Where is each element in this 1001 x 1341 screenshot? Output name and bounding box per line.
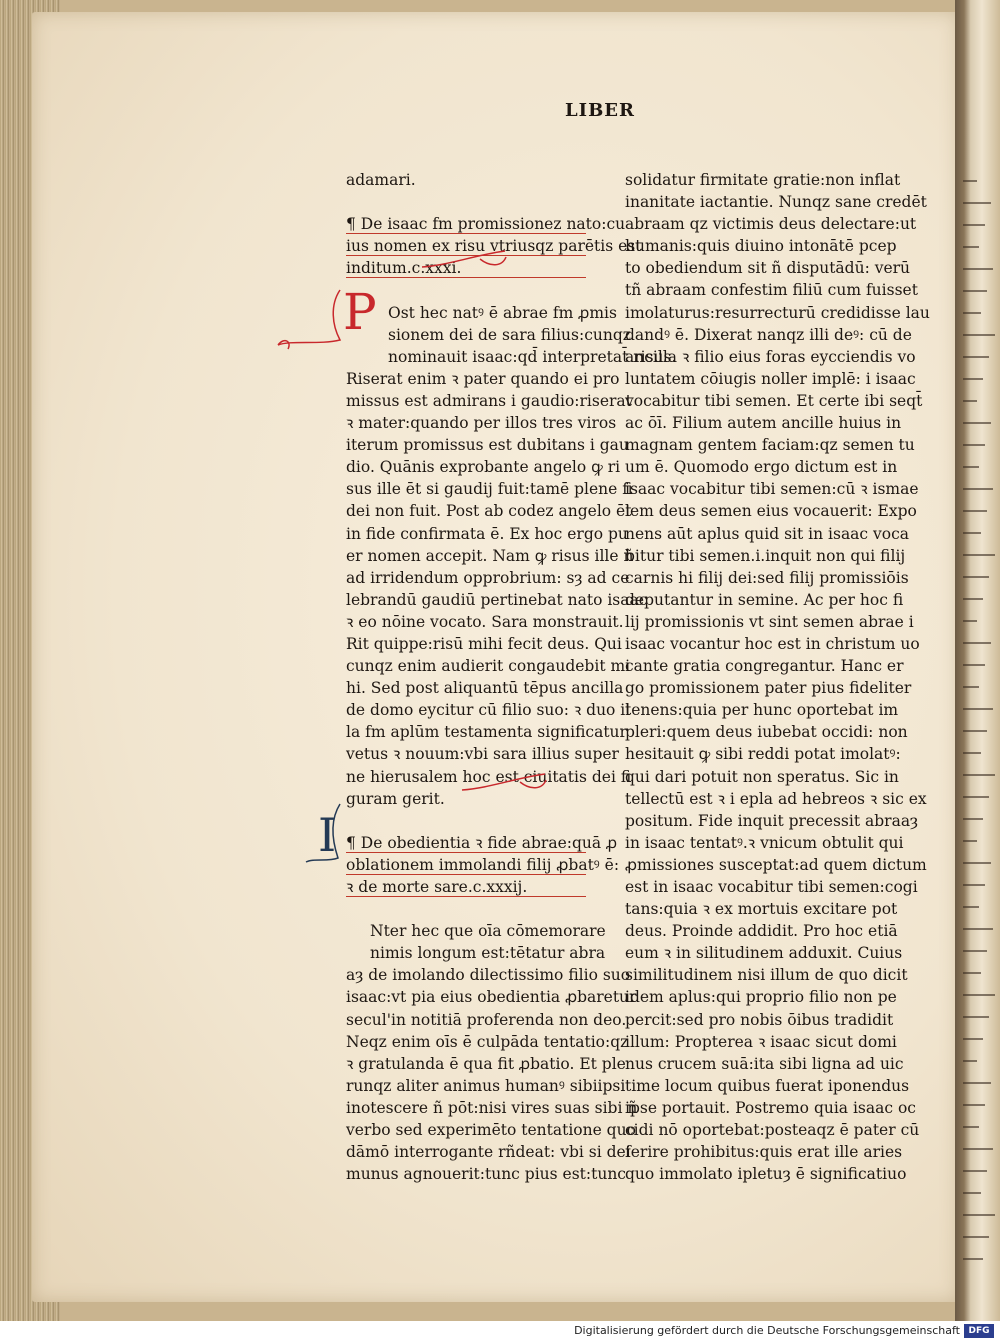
facing-page-line	[963, 818, 983, 820]
text-line: vocabitur tibi semen. Et certe ibi seqt̄	[625, 391, 923, 410]
text-line: tellectū est ꝛ i epla ad hebreos ꝛ sic ex	[625, 789, 927, 808]
text-line: aȝ de imolando dilectissimo filio suo	[346, 966, 631, 985]
text-line: nominauit isaac:qd̄ interpretat̄ risus.	[388, 347, 677, 366]
text-line: bitur tibi semen.i.inquit non qui filij	[625, 546, 906, 565]
rubric-heading-2	[346, 832, 620, 898]
facing-page-line	[963, 356, 989, 358]
text-line: qui dari potuit non speratus. Sic in	[625, 767, 899, 786]
facing-page-line	[963, 1082, 991, 1084]
facing-page-line	[963, 620, 977, 622]
text-line: in fide confirmata ē. Ex hoc ergo pu	[346, 524, 628, 543]
text-line: Neqz enim oīs ē culpāda tentatio:qz	[346, 1032, 629, 1051]
text-line: nus crucem suā:ita sibi ligna ad uic	[625, 1054, 904, 1073]
text-line: iterum promissus est dubitans i gau	[346, 436, 629, 455]
funding-credit: Digitalisierung gefördert durch die Deutsche Forschungsgemeinschaft	[574, 1324, 960, 1337]
facing-page-line	[963, 532, 981, 534]
text-line: nens aūt aplus quid sit in isaac voca	[625, 524, 910, 543]
text-line: eum ꝛ in silitudinem adduxit. Cuius	[625, 944, 903, 963]
text-line: ꝛ gratulanda ē qua fit ꝓbatio. Et ple	[346, 1054, 626, 1073]
facing-page-line	[963, 642, 991, 644]
text-line: idem aplus:qui proprio filio non pe	[625, 988, 897, 1007]
facing-page-line	[963, 774, 995, 776]
text-line: lij promissionis vt sint semen abrae i	[625, 612, 914, 631]
text-line: time locum quibus fuerat iponendus	[625, 1076, 910, 1095]
text-line: quo immolato ipletuȝ ē significatiuo	[625, 1165, 907, 1184]
facing-page-line	[963, 268, 993, 270]
facing-page-line	[963, 840, 977, 842]
text-line: um ē. Quomodo ergo dictum est in	[625, 458, 898, 477]
facing-page-line	[963, 1236, 989, 1238]
facing-page-line	[963, 686, 979, 688]
text-line: tans:quia ꝛ ex mortuis excitare pot	[625, 900, 898, 919]
facing-page-line	[963, 290, 987, 292]
text-line: guram gerit.	[346, 789, 445, 808]
text-line: cante gratia congregantur. Hanc er	[625, 657, 904, 676]
text-line: verbo sed experimēto tentatione quo	[346, 1121, 636, 1140]
text-line: imolaturus:resurrecturū credidisse lau	[625, 303, 930, 322]
dfg-logo: DFG	[964, 1324, 994, 1338]
facing-page-line	[963, 202, 991, 204]
text-line: dāmō interrogante rñdeat: vbi si dei	[346, 1143, 631, 1162]
facing-page-line	[963, 862, 991, 864]
text-line: de domo eycitur cū filio suo: ꝛ duo il	[346, 701, 631, 720]
text-line: nimis longum est:tētatur abra	[370, 944, 606, 963]
facing-page-line	[963, 664, 985, 666]
text-line: ꝛ mater:quando per illos tres viros	[346, 414, 617, 433]
text-line: ipse portauit. Postremo quia isaac oc	[625, 1098, 916, 1117]
facing-page-line	[963, 1148, 993, 1150]
rubric-underline	[346, 233, 586, 234]
text-line: ancilla ꝛ filio eius foras eycciendis vo	[625, 347, 916, 366]
running-head: LIBER	[565, 100, 635, 121]
facing-page-line	[963, 378, 983, 380]
text-line: deus. Proinde addidit. Pro hoc etiā	[625, 922, 898, 941]
facing-page-line	[963, 752, 981, 754]
text-line: Rit quippe:risū mihi fecit deus. Qui	[346, 634, 622, 653]
text-line: go promissionem pater pius fideliter	[625, 679, 912, 698]
text-line: ꝓmissiones susceptat:ad quem dictum	[625, 855, 927, 874]
facing-page-line	[963, 554, 995, 556]
facing-page-line	[963, 1170, 987, 1172]
text-line: Riserat enim ꝛ pater quando ei pro	[346, 369, 620, 388]
text-line: Ost hec natꝰ ē abrae fm ꝓmis	[388, 303, 617, 322]
text-line: tenens:quia per hunc oportebat im	[625, 701, 899, 720]
facing-page-line	[963, 906, 979, 908]
text-line: carnis hi filij dei:sed filij promissiōis	[625, 568, 909, 587]
facing-page-line	[963, 246, 979, 248]
text-line: vetus ꝛ nouum:vbi sara illius super	[346, 745, 619, 764]
text-line: la fm aplūm testamenta significatur	[346, 723, 627, 742]
rubric-line: inditum.c.xxxi.	[346, 257, 586, 279]
text-line: ad irridendum opprobrium: sȝ ad ce	[346, 568, 630, 587]
facing-page-line	[963, 972, 981, 974]
facing-page-line	[963, 950, 987, 952]
facing-page-line	[963, 400, 977, 402]
text-line: ac ōī. Filium autem ancille huius in	[625, 414, 902, 433]
text-line: luntatem cōiugis noller implē: i isaac	[625, 369, 916, 388]
red-flourish-1	[420, 245, 510, 275]
text-line: pleri:quem deus iubebat occidi: non	[625, 723, 908, 742]
facing-page-line	[963, 1038, 983, 1040]
decorated-initial-i: I	[318, 808, 337, 862]
facing-page-line	[963, 708, 993, 710]
text-line: inotescere ñ pōt:nisi vires suas sibi ñ	[346, 1098, 638, 1117]
text-line: inanitate iactantie. Nunqz sane credēt	[625, 193, 927, 212]
rubric-line: ꝛ de morte sare.c.xxxij.	[346, 876, 586, 898]
facing-page-line	[963, 488, 993, 490]
text-line: humanis:quis diuino intonātē pcep	[625, 237, 897, 256]
text-line: adamari.	[346, 171, 416, 189]
facing-page-line	[963, 1060, 977, 1062]
text-line: percit:sed pro nobis ōibus tradidit	[625, 1010, 894, 1029]
text-line: er nomen accepit. Nam ꝙ risus ille ñ	[346, 546, 634, 565]
text-line: cunqz enim audierit congaudebit mi	[346, 657, 631, 676]
facing-page-gutter	[955, 0, 1000, 1321]
text-line: isaac:vt pia eius obedientia ꝓbaretur	[346, 988, 637, 1007]
rubric-line: ¶ De isaac fm promissionez nato:cu	[346, 215, 626, 234]
text-line: deputantur in semine. Ac per hoc fi	[625, 590, 904, 609]
text-line: in isaac tentatꝰ.ꝛ vnicum obtulit qui	[625, 833, 904, 852]
rubric-line: oblationem immolandi filij ꝓbatꝰ ē:	[346, 855, 620, 874]
text-line: dandꝰ ē. Dixerat nanqz illi deꝰ: cū de	[625, 325, 912, 344]
facing-page-line	[963, 1258, 983, 1260]
text-line: dei non fuit. Post ab codez angelo ēt	[346, 502, 632, 521]
facing-page-line	[963, 796, 989, 798]
red-flourish-2	[270, 285, 350, 355]
rubric-underline	[346, 277, 586, 278]
text-line: to obediendum sit ñ disputādū: verū	[625, 259, 911, 278]
red-flourish-3	[460, 770, 550, 800]
text-line: isaac vocabitur tibi semen:cū ꝛ ismae	[625, 480, 919, 499]
text-line: est in isaac vocabitur tibi semen:cogi	[625, 878, 918, 896]
facing-page-line	[963, 466, 979, 468]
facing-page-text-fragment	[961, 0, 1001, 1321]
facing-page-line	[963, 730, 987, 732]
text-line: tñ abraam confestim filiū cum fuisset	[625, 281, 918, 300]
rubric-underline	[346, 896, 586, 897]
text-line: sus ille ēt si gaudij fuit:tamē plene fi	[346, 480, 633, 499]
text-line: dio. Quānis exprobante angelo ꝙ ri	[346, 458, 621, 477]
text-line: secul'in notitiā proferenda non deo.	[346, 1010, 627, 1029]
facing-page-line	[963, 1214, 995, 1216]
rubric-line: ius nomen ex risu vtriusqz parētis est	[346, 237, 642, 256]
text-line: hi. Sed post aliquantū tēpus ancilla	[346, 679, 624, 698]
text-line: sionem dei de sara filius:cunqz	[388, 325, 631, 344]
rubric-underline	[346, 874, 586, 875]
text-line: solidatur firmitate gratie:non inflat	[625, 171, 901, 189]
facing-page-line	[963, 510, 987, 512]
text-line: ne hierusalem hoc est ciuitatis dei fi	[346, 767, 632, 786]
digitization-footer	[0, 1321, 1000, 1341]
facing-page-line	[963, 884, 985, 886]
facing-page-line	[963, 1192, 981, 1194]
text-line: runqz aliter animus humanꝰ sibiipsi	[346, 1076, 626, 1095]
text-line: hesitauit ꝙ sibi reddi potat imolatꝰ:	[625, 745, 901, 764]
facing-page-line	[963, 312, 981, 314]
text-line: positum. Fide inquit precessit abraaȝ	[625, 811, 919, 830]
text-line: similitudinem nisi illum de quo dicit	[625, 966, 908, 985]
facing-page-line	[963, 598, 983, 600]
facing-page-line	[963, 1104, 985, 1106]
text-line: magnam gentem faciam:qz semen tu	[625, 436, 915, 455]
facing-page-line	[963, 444, 985, 446]
text-line: munus agnouerit:tunc pius est:tunc	[346, 1165, 626, 1184]
text-line: ferire prohibitus:quis erat ille aries	[625, 1143, 903, 1162]
decorated-initial-p: P	[343, 283, 377, 341]
facing-page-line	[963, 928, 993, 930]
text-line: Nter hec que oīa cōmemorare	[370, 922, 606, 941]
rubric-line: ¶ De obedientia ꝛ fide abrae:quā ꝓ	[346, 833, 618, 852]
text-line: isaac vocantur hoc est in christum uo	[625, 634, 920, 653]
facing-page-line	[963, 1126, 979, 1128]
facing-page-line	[963, 576, 989, 578]
facing-page-line	[963, 422, 991, 424]
text-line: missus est admirans i gaudio:riserat	[346, 391, 632, 410]
text-line: lem deus semen eius vocauerit: Expo	[625, 502, 917, 521]
facing-page-line	[963, 994, 995, 996]
facing-page-line	[963, 180, 977, 182]
text-line: abraam qz victimis deus delectare:ut	[625, 215, 917, 234]
text-line: cidi nō oportebat:posteaqz ē pater cū	[625, 1121, 920, 1140]
facing-page-line	[963, 1016, 989, 1018]
right-text-column	[625, 169, 930, 1185]
text-line: ꝛ eo nōine vocato. Sara monstrauit.	[346, 612, 624, 631]
blue-flourish	[300, 800, 350, 870]
rubric-underline	[346, 852, 586, 853]
facing-page-line	[963, 334, 995, 336]
text-line: illum: Propterea ꝛ isaac sicut domi	[625, 1032, 897, 1051]
facing-page-line	[963, 224, 985, 226]
text-line: lebrandū gaudiū pertinebat nato isaac	[346, 590, 648, 609]
